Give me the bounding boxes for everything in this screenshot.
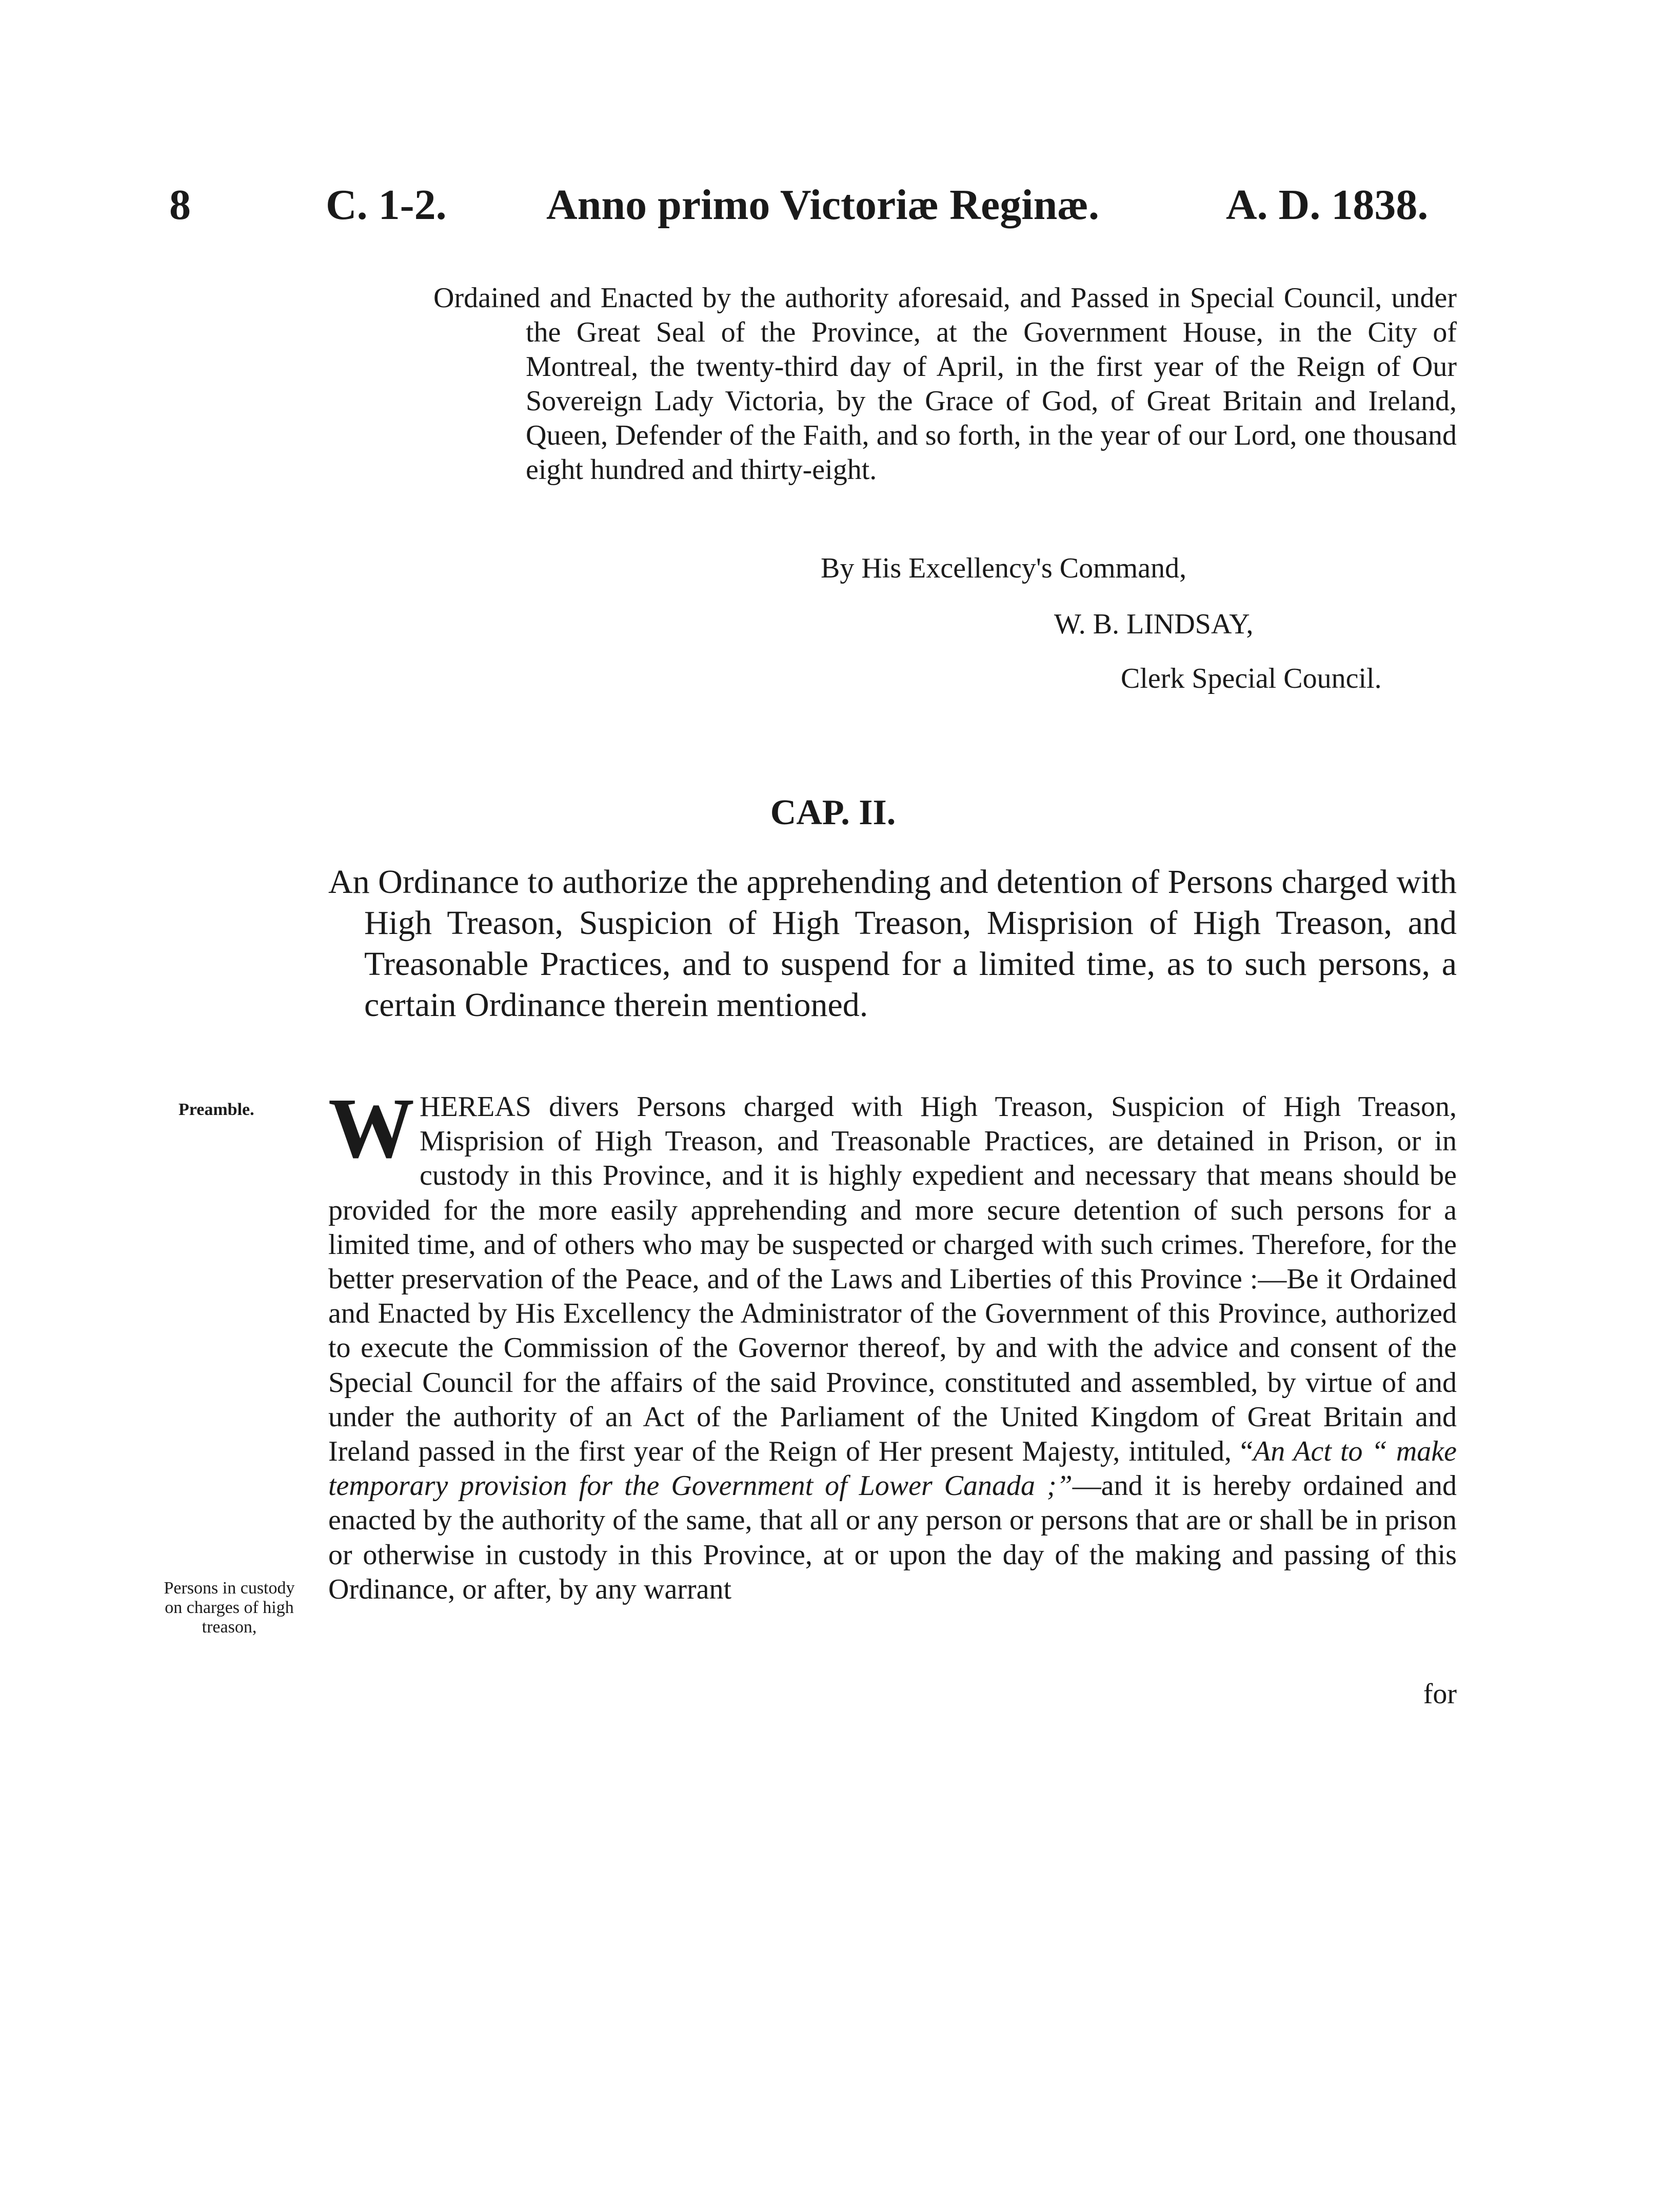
margin-note-preamble: Preamble.: [179, 1100, 254, 1119]
signatory-title: Clerk Special Council.: [1121, 663, 1382, 694]
ordinance-title-block: [328, 862, 1457, 1026]
page-number: 8: [169, 181, 191, 229]
preamble-body: [328, 1081, 1457, 1607]
body-text-2: —and it is hereby ordained and enacted by the authority of the same, that all or any person or persons that are or shall be in prison or otherwise in custody in this Province, at or upon the day of the making and passing of this Ordinance, or after, by any warrant: [328, 1470, 1457, 1605]
body-text-1: HEREAS divers Persons charged with High Treason, Suspicion of High Treason, Misprision of High Treason, and Treasonable Practices, are detained in Prison, or in custody in this Province, and it is highly expedient and necessary that means should be provided for the more easily apprehending and more secure detention of such persons for a limited time, and of others who may be suspected or charged with such crimes. Therefore, for the better preservation of the Peace, and of the Laws and Liberties of this Province :—Be it Ordained and Enacted by His Excellency the Administrator of the Government of this Province, authorized to execute the Commission of the Governor thereof, by and with the advice and consent of the Special Council for the affairs of the said Province, constituted and assembled, by virtue of and under the authority of an Act of the Parliament of the United Kingdom of Great Britain and Ireland passed in the first year of the Reign of Her present Majesty, intituled, “: [328, 1091, 1457, 1468]
act-title: An Act to “ make temporary provision for the Government of Lower Canada ;”: [328, 1436, 1457, 1502]
running-header: [0, 177, 1666, 238]
chapter-reference: C. 1-2.: [326, 181, 447, 229]
drop-cap: W: [328, 1081, 414, 1176]
enactment-clause: [433, 281, 1457, 487]
enactment-text: Ordained and Enacted by the authority aforesaid, and Passed in Special Council, under the Great Seal of the Province, at the Government House, in the City of Montreal, the twenty-third day of April, in the first year of the Reign of Our Sovereign Lady Victoria, by the Grace of God, of Great Britain and Ireland, Queen, Defender of the Faith, and so forth, in the year of our Lord, one thousand eight hundred and thirty-eight.: [433, 282, 1457, 486]
year-reference: A. D. 1838.: [1226, 181, 1429, 229]
margin-note-persons: Persons in custody on charges of high treason,: [164, 1579, 295, 1637]
chapter-heading: CAP. II.: [770, 793, 896, 832]
preamble-paragraph: [328, 1081, 1457, 1607]
ordinance-title: An Ordinance to authorize the apprehending and detention of Persons charged with High Treason, Suspicion of High Treason, Misprision of High Treason, and Treasonable Practices, and to suspend for a limited time, as to such persons, a certain Ordinance therein mentioned.: [328, 863, 1457, 1024]
regnal-title: Anno primo Victoriæ Reginæ.: [546, 181, 1099, 229]
signatory-name: W. B. LINDSAY,: [1054, 608, 1254, 640]
catchword: for: [1423, 1678, 1457, 1710]
command-line: By His Excellency's Command,: [821, 552, 1187, 584]
